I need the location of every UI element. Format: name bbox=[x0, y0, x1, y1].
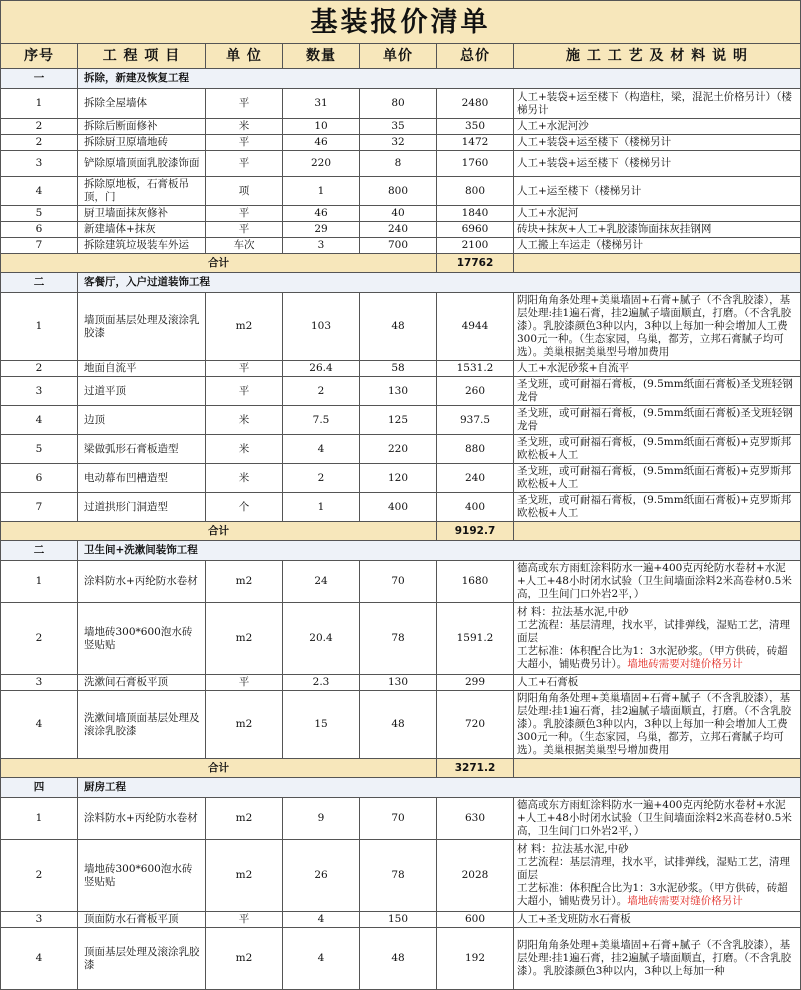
section-number: 二 bbox=[1, 541, 78, 561]
row-price: 35 bbox=[360, 119, 437, 135]
row-total: 800 bbox=[437, 177, 514, 206]
row-total: 240 bbox=[437, 464, 514, 493]
row-total: 1531.2 bbox=[437, 361, 514, 377]
row-unit: 平 bbox=[206, 206, 283, 222]
row-number: 4 bbox=[1, 928, 78, 990]
row-total: 400 bbox=[437, 493, 514, 522]
row-qty: 4 bbox=[283, 435, 360, 464]
header-total: 总价 bbox=[437, 44, 514, 69]
row-desc-text: 人工搬上车运走（楼梯另计 bbox=[517, 239, 643, 251]
row-number: 6 bbox=[1, 222, 78, 238]
section-row bbox=[1, 778, 801, 798]
row-item: 拆除建筑垃圾装车外运 bbox=[78, 238, 206, 254]
row-qty: 46 bbox=[283, 206, 360, 222]
row-total: 299 bbox=[437, 675, 514, 691]
section-row bbox=[1, 273, 801, 293]
row-desc-text: 人工+水泥砂浆+自流平 bbox=[517, 362, 630, 374]
row-price: 400 bbox=[360, 493, 437, 522]
row-unit: 项 bbox=[206, 177, 283, 206]
row-desc bbox=[514, 377, 801, 406]
row-item: 过道拱形门洞造型 bbox=[78, 493, 206, 522]
subtotal-blank bbox=[514, 522, 801, 541]
row-qty: 9 bbox=[283, 798, 360, 840]
row-number: 4 bbox=[1, 177, 78, 206]
row-desc bbox=[514, 206, 801, 222]
row-desc-text: 阴阳角角条处理+美巢墙固+石膏+腻子（不含乳胶漆），基层处理:挂1遍石膏，挂2遍腻子墙面顺直，打磨。（不含乳胶漆）。乳胶漆颜色3种以内，3种以上每加一种会增加人工费300元一种。（生态家园，乌巢，都芳，立邦石膏腻子均可选）。美巢根据美巢型号增加费用 bbox=[517, 692, 792, 756]
row-total: 4944 bbox=[437, 293, 514, 361]
subtotal-label: 合计 bbox=[1, 522, 437, 541]
table-row bbox=[1, 377, 801, 406]
row-item: 洗漱间墙顶面基层处理及滚涂乳胶漆 bbox=[78, 691, 206, 759]
row-price: 40 bbox=[360, 206, 437, 222]
row-qty: 20.4 bbox=[283, 603, 360, 675]
row-number: 1 bbox=[1, 561, 78, 603]
row-item: 拆除原地板，石膏板吊顶，门 bbox=[78, 177, 206, 206]
header-price: 单价 bbox=[360, 44, 437, 69]
row-desc bbox=[514, 798, 801, 840]
row-item: 地面自流平 bbox=[78, 361, 206, 377]
table-row bbox=[1, 691, 801, 759]
row-number: 1 bbox=[1, 89, 78, 119]
row-item: 厨卫墙面抹灰修补 bbox=[78, 206, 206, 222]
row-unit: 平 bbox=[206, 222, 283, 238]
row-unit: 米 bbox=[206, 119, 283, 135]
row-desc bbox=[514, 561, 801, 603]
subtotal-row bbox=[1, 522, 801, 541]
row-price: 800 bbox=[360, 177, 437, 206]
row-desc-text: 砖块+抹灰+人工+乳胶漆饰面抹灰挂钢网 bbox=[517, 223, 712, 235]
row-item: 梁做弧形石膏板造型 bbox=[78, 435, 206, 464]
row-desc bbox=[514, 603, 801, 675]
row-desc bbox=[514, 840, 801, 912]
row-qty: 1 bbox=[283, 177, 360, 206]
row-item: 电动幕布凹槽造型 bbox=[78, 464, 206, 493]
row-desc-text: 人工+石膏板 bbox=[517, 676, 579, 688]
row-price: 120 bbox=[360, 464, 437, 493]
row-unit: 平 bbox=[206, 361, 283, 377]
table-row bbox=[1, 222, 801, 238]
row-total: 2028 bbox=[437, 840, 514, 912]
row-qty: 3 bbox=[283, 238, 360, 254]
row-qty: 2 bbox=[283, 377, 360, 406]
row-qty: 2.3 bbox=[283, 675, 360, 691]
subtotal-row bbox=[1, 254, 801, 273]
table-row bbox=[1, 238, 801, 254]
row-unit: 平 bbox=[206, 377, 283, 406]
row-number: 5 bbox=[1, 206, 78, 222]
table-row bbox=[1, 135, 801, 151]
row-qty: 26.4 bbox=[283, 361, 360, 377]
row-number: 7 bbox=[1, 238, 78, 254]
row-item: 顶面防水石膏板平顶 bbox=[78, 912, 206, 928]
row-desc-text: 阴阳角角条处理+美巢墙固+石膏+腻子（不含乳胶漆），基层处理:挂1遍石膏，挂2遍腻子墙面顺直，打磨。（不含乳胶漆）。乳胶漆颜色3种以内，3种以上每加一种会增加人工费300元一种。（生态家园，乌巢，都芳，立邦石膏腻子均可选）。美巢根据美巢型号增加费用 bbox=[517, 294, 792, 358]
row-desc-text: 人工+装袋+运至楼下（构造柱，梁，混泥土价格另计）（楼梯另计 bbox=[517, 90, 792, 116]
subtotal-value: 17762 bbox=[437, 254, 514, 273]
table-row bbox=[1, 177, 801, 206]
subtotal-blank bbox=[514, 759, 801, 778]
table-row bbox=[1, 840, 801, 912]
subtotal-value: 9192.7 bbox=[437, 522, 514, 541]
row-desc-text: 圣戈班，或可耐福石膏板，(9.5mm纸面石膏板)圣戈班轻钢龙骨 bbox=[517, 407, 793, 432]
row-qty: 2 bbox=[283, 464, 360, 493]
row-qty: 1 bbox=[283, 493, 360, 522]
row-desc-text: 圣戈班，或可耐福石膏板，(9.5mm纸面石膏板)+克罗斯邦欧松板+人工 bbox=[517, 465, 792, 490]
row-unit: 米 bbox=[206, 464, 283, 493]
row-price: 125 bbox=[360, 406, 437, 435]
row-item: 墙顶面基层处理及滚涂乳胶漆 bbox=[78, 293, 206, 361]
row-qty: 10 bbox=[283, 119, 360, 135]
row-price: 78 bbox=[360, 603, 437, 675]
subtotal-label: 合计 bbox=[1, 759, 437, 778]
row-price: 70 bbox=[360, 798, 437, 840]
row-desc bbox=[514, 293, 801, 361]
row-number: 5 bbox=[1, 435, 78, 464]
row-item: 墙地砖300*600泡水砖竖贴贴 bbox=[78, 840, 206, 912]
table-row bbox=[1, 361, 801, 377]
header-qty: 数量 bbox=[283, 44, 360, 69]
section-row bbox=[1, 541, 801, 561]
row-number: 1 bbox=[1, 798, 78, 840]
row-price: 48 bbox=[360, 928, 437, 990]
row-desc-text: 人工+运至楼下（楼梯另计 bbox=[517, 184, 642, 197]
row-price: 240 bbox=[360, 222, 437, 238]
row-qty: 31 bbox=[283, 89, 360, 119]
row-item: 过道平顶 bbox=[78, 377, 206, 406]
row-total: 600 bbox=[437, 912, 514, 928]
row-total: 2480 bbox=[437, 89, 514, 119]
row-price: 130 bbox=[360, 675, 437, 691]
row-desc-text: 人工+水泥河沙 bbox=[517, 120, 589, 132]
row-desc bbox=[514, 675, 801, 691]
row-total: 192 bbox=[437, 928, 514, 990]
table-row bbox=[1, 464, 801, 493]
table-row bbox=[1, 89, 801, 119]
row-number: 2 bbox=[1, 135, 78, 151]
row-price: 150 bbox=[360, 912, 437, 928]
row-qty: 103 bbox=[283, 293, 360, 361]
row-item: 顶面基层处理及滚涂乳胶漆 bbox=[78, 928, 206, 990]
table-row bbox=[1, 493, 801, 522]
row-price: 220 bbox=[360, 435, 437, 464]
row-desc bbox=[514, 464, 801, 493]
row-desc-text: 材 料：拉法基水泥,中砂 工艺流程：基层清理，找水平，试排弹线，湿贴工艺，清理面层 工艺标准：体积配合比为1：3水泥砂浆。（甲方供砖，砖超大超小，铺贴费另计）。 bbox=[517, 606, 790, 670]
row-unit: m2 bbox=[206, 603, 283, 675]
row-price: 700 bbox=[360, 238, 437, 254]
section-number: 二 bbox=[1, 273, 78, 293]
row-desc bbox=[514, 119, 801, 135]
row-number: 4 bbox=[1, 691, 78, 759]
subtotal-blank bbox=[514, 254, 801, 273]
row-desc bbox=[514, 222, 801, 238]
row-desc-text: 阴阳角角条处理+美巢墙固+石膏+腻子（不含乳胶漆），基层处理:挂1遍石膏，挂2遍腻子墙面顺直，打磨。（不含乳胶漆）。乳胶漆颜色3种以内，3种以上每加一种 bbox=[517, 939, 792, 977]
row-item: 铲除原墙顶面乳胶漆饰面 bbox=[78, 151, 206, 177]
row-total: 880 bbox=[437, 435, 514, 464]
row-qty: 4 bbox=[283, 928, 360, 990]
row-item: 涂料防水+丙纶防水卷材 bbox=[78, 798, 206, 840]
row-total: 720 bbox=[437, 691, 514, 759]
table-row bbox=[1, 435, 801, 464]
subtotal-row bbox=[1, 759, 801, 778]
row-desc-text: 德高或东方雨虹涂料防水一遍+400克丙纶防水卷材+水泥+人工+48小时闭水试验（卫生间墙面涂料2米高卷材0.5米高，卫生间门口外岩2平，） bbox=[517, 799, 792, 837]
row-price: 48 bbox=[360, 293, 437, 361]
section-number: 一 bbox=[1, 69, 78, 89]
row-unit: m2 bbox=[206, 798, 283, 840]
row-number: 3 bbox=[1, 377, 78, 406]
row-number: 2 bbox=[1, 119, 78, 135]
header-seq: 序号 bbox=[1, 44, 78, 69]
section-row bbox=[1, 69, 801, 89]
row-unit: 平 bbox=[206, 151, 283, 177]
row-unit: 平 bbox=[206, 135, 283, 151]
section-name: 厨房工程 bbox=[78, 778, 801, 798]
row-total: 260 bbox=[437, 377, 514, 406]
header-unit: 单 位 bbox=[206, 44, 283, 69]
table-row bbox=[1, 928, 801, 990]
row-price: 58 bbox=[360, 361, 437, 377]
section-name: 拆除，新建及恢复工程 bbox=[78, 69, 801, 89]
row-unit: 车次 bbox=[206, 238, 283, 254]
table-row bbox=[1, 293, 801, 361]
row-unit: 个 bbox=[206, 493, 283, 522]
row-number: 3 bbox=[1, 151, 78, 177]
row-qty: 26 bbox=[283, 840, 360, 912]
row-total: 1840 bbox=[437, 206, 514, 222]
row-unit: 平 bbox=[206, 89, 283, 119]
table-body bbox=[1, 69, 801, 990]
row-desc bbox=[514, 493, 801, 522]
row-price: 8 bbox=[360, 151, 437, 177]
row-qty: 46 bbox=[283, 135, 360, 151]
row-desc bbox=[514, 435, 801, 464]
table-row bbox=[1, 406, 801, 435]
row-desc-text: 人工+装袋+运至楼下（楼梯另计 bbox=[517, 157, 672, 169]
row-total: 350 bbox=[437, 119, 514, 135]
row-number: 3 bbox=[1, 912, 78, 928]
row-qty: 7.5 bbox=[283, 406, 360, 435]
table-row bbox=[1, 603, 801, 675]
row-desc-text: 人工+水泥河 bbox=[517, 207, 579, 219]
row-desc bbox=[514, 177, 801, 206]
row-desc-text: 人工+装袋+运至楼下（楼梯另计 bbox=[517, 136, 672, 148]
table-row bbox=[1, 119, 801, 135]
row-price: 70 bbox=[360, 561, 437, 603]
row-total: 937.5 bbox=[437, 406, 514, 435]
subtotal-label: 合计 bbox=[1, 254, 437, 273]
row-desc-text: 圣戈班，或可耐福石膏板，(9.5mm纸面石膏板)+克罗斯邦欧松板+人工 bbox=[517, 436, 792, 461]
row-number: 3 bbox=[1, 675, 78, 691]
row-desc bbox=[514, 691, 801, 759]
row-desc-text: 人工+圣戈班防水石膏板 bbox=[517, 913, 631, 925]
row-desc bbox=[514, 89, 801, 119]
row-number: 2 bbox=[1, 361, 78, 377]
row-total: 1591.2 bbox=[437, 603, 514, 675]
row-total: 2100 bbox=[437, 238, 514, 254]
section-name: 客餐厅，入户过道装饰工程 bbox=[78, 273, 801, 293]
row-unit: 米 bbox=[206, 435, 283, 464]
header-desc: 施 工 工 艺 及 材 料 说 明 bbox=[514, 44, 801, 69]
subtotal-value: 3271.2 bbox=[437, 759, 514, 778]
row-desc bbox=[514, 135, 801, 151]
row-number: 6 bbox=[1, 464, 78, 493]
table-row bbox=[1, 561, 801, 603]
row-item: 拆除厨卫原墙地砖 bbox=[78, 135, 206, 151]
row-number: 1 bbox=[1, 293, 78, 361]
row-item: 涂料防水+丙纶防水卷材 bbox=[78, 561, 206, 603]
table-row bbox=[1, 206, 801, 222]
row-item: 拆除全屋墙体 bbox=[78, 89, 206, 119]
row-price: 32 bbox=[360, 135, 437, 151]
row-number: 2 bbox=[1, 840, 78, 912]
row-desc bbox=[514, 928, 801, 990]
row-desc-warning: 墙地砖需要对缝价格另计 bbox=[627, 895, 743, 907]
table-row bbox=[1, 675, 801, 691]
row-number: 2 bbox=[1, 603, 78, 675]
table-row bbox=[1, 912, 801, 928]
row-desc bbox=[514, 361, 801, 377]
row-price: 130 bbox=[360, 377, 437, 406]
row-unit: m2 bbox=[206, 561, 283, 603]
row-item: 拆除后断面修补 bbox=[78, 119, 206, 135]
row-unit: 平 bbox=[206, 912, 283, 928]
row-item: 洗漱间石膏板平顶 bbox=[78, 675, 206, 691]
header-item: 工 程 项 目 bbox=[78, 44, 206, 69]
row-price: 48 bbox=[360, 691, 437, 759]
row-desc-text: 材 料：拉法基水泥,中砂 工艺流程：基层清理，找水平，试排弹线，湿贴工艺，清理面层 工艺标准：体积配合比为1：3水泥砂浆。（甲方供砖，砖超大超小，铺贴费另计）。 bbox=[517, 843, 790, 907]
row-unit: m2 bbox=[206, 691, 283, 759]
row-price: 78 bbox=[360, 840, 437, 912]
row-total: 1472 bbox=[437, 135, 514, 151]
row-desc-warning: 墙地砖需要对缝价格另计 bbox=[627, 658, 743, 670]
row-item: 新建墙体+抹灰 bbox=[78, 222, 206, 238]
table-row bbox=[1, 798, 801, 840]
row-unit: m2 bbox=[206, 928, 283, 990]
header-row bbox=[1, 44, 801, 69]
row-qty: 4 bbox=[283, 912, 360, 928]
row-unit: m2 bbox=[206, 293, 283, 361]
row-qty: 220 bbox=[283, 151, 360, 177]
row-qty: 24 bbox=[283, 561, 360, 603]
row-qty: 15 bbox=[283, 691, 360, 759]
section-name: 卫生间+洗漱间装饰工程 bbox=[78, 541, 801, 561]
row-unit: 平 bbox=[206, 675, 283, 691]
row-desc bbox=[514, 406, 801, 435]
row-total: 6960 bbox=[437, 222, 514, 238]
row-desc bbox=[514, 238, 801, 254]
section-number: 四 bbox=[1, 778, 78, 798]
row-price: 80 bbox=[360, 89, 437, 119]
row-number: 4 bbox=[1, 406, 78, 435]
sheet-title: 基装报价清单 bbox=[1, 1, 801, 44]
table-row bbox=[1, 151, 801, 177]
row-total: 1760 bbox=[437, 151, 514, 177]
row-desc-text: 德高或东方雨虹涂料防水一遍+400克丙纶防水卷材+水泥+人工+48小时闭水试验（卫生间墙面涂料2米高卷材0.5米高，卫生间门口外岩2平，） bbox=[517, 562, 792, 600]
row-desc-text: 圣戈班，或可耐福石膏板，(9.5mm纸面石膏板)圣戈班轻钢龙骨 bbox=[517, 378, 793, 403]
row-qty: 29 bbox=[283, 222, 360, 238]
row-desc bbox=[514, 912, 801, 928]
row-total: 630 bbox=[437, 798, 514, 840]
row-item: 边顶 bbox=[78, 406, 206, 435]
row-unit: m2 bbox=[206, 840, 283, 912]
row-number: 7 bbox=[1, 493, 78, 522]
row-unit: 米 bbox=[206, 406, 283, 435]
row-total: 1680 bbox=[437, 561, 514, 603]
row-item: 墙地砖300*600泡水砖竖贴贴 bbox=[78, 603, 206, 675]
row-desc-text: 圣戈班，或可耐福石膏板，(9.5mm纸面石膏板)+克罗斯邦欧松板+人工 bbox=[517, 494, 792, 519]
row-desc bbox=[514, 151, 801, 177]
